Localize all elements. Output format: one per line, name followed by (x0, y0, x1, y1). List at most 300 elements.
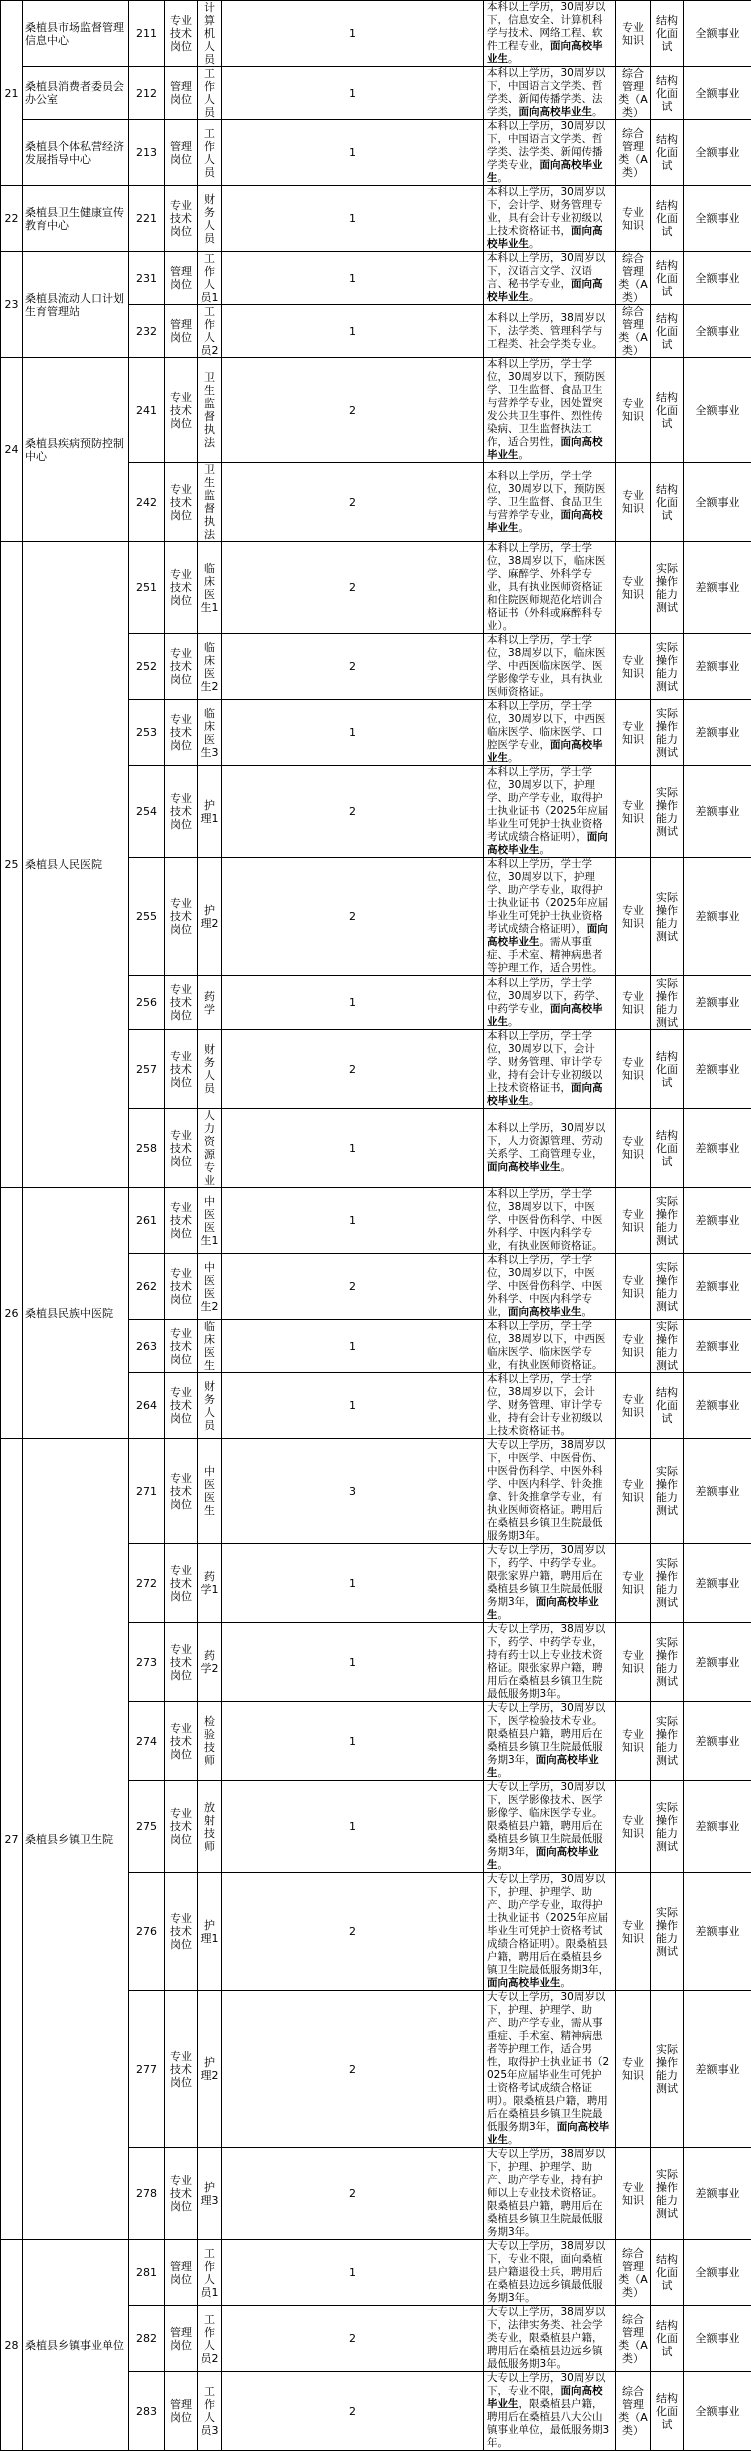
requirements (484, 1544, 616, 1623)
requirements (484, 700, 616, 766)
requirements-tail: 。 (519, 449, 530, 461)
funding-type: 差额事业 (684, 1254, 751, 1320)
post-name: 工作人员2 (198, 2306, 222, 2372)
post-name: 检验技师 (198, 1702, 222, 1781)
requirements (484, 1781, 616, 1873)
written-exam: 专业知识 (616, 1030, 651, 1109)
post-count: 2 (222, 858, 484, 976)
post-name: 工作人员 (198, 120, 222, 186)
post-type: 管理岗位 (165, 2240, 198, 2306)
graduate-note: 面向高校毕业生 (487, 1846, 599, 1871)
interview-type: 实际操作能力测试 (651, 1439, 684, 1544)
requirements-tail: 。 (519, 522, 530, 534)
unit-name: 桑植县人民医院 (23, 542, 129, 1188)
written-exam: 专业知识 (616, 1623, 651, 1702)
requirements-text: 本科以上学历，学士学位，30周岁以下，中西医临床医学、临床医学、口腔医学专业， (487, 700, 605, 751)
interview-type: 实际操作能力测试 (651, 1873, 684, 1991)
written-exam: 专业知识 (616, 186, 651, 252)
written-exam: 专业知识 (616, 858, 651, 976)
requirements-text: 本科以上学历，学士学位，38周岁以下，会计学、财务管理、审计学专业，持有会计专业初级以上技术资格证书。 (487, 1373, 603, 1437)
funding-type: 差额事业 (684, 1623, 751, 1702)
interview-type: 结构化面试 (651, 252, 684, 305)
requirements (484, 542, 616, 634)
post-count: 2 (222, 358, 484, 463)
requirements-text: 大专以上学历，30周岁以下，专业不限， (487, 2372, 605, 2397)
requirements (484, 766, 616, 858)
requirements-text: 本科以上学历，学士学位，30周岁以下，预防医学、卫生监督、食品卫生与营养学专业， (487, 470, 605, 521)
post-count: 1 (222, 186, 484, 252)
table-row (1, 252, 751, 305)
unit-name: 桑植县个体私营经济发展指导中心 (23, 120, 129, 186)
written-exam: 专业知识 (616, 634, 651, 700)
post-name: 计算机人员 (198, 1, 222, 67)
funding-type: 差额事业 (684, 1188, 751, 1254)
requirements-text: 本科以上学历，学士学位，30周岁以下，会计学、财务管理、审计学专业，持有会计专业初级以上技术资格证书， (487, 1030, 603, 1094)
funding-type: 差额事业 (684, 542, 751, 634)
graduate-note: 面向高校毕业生 (487, 436, 603, 461)
post-code: 211 (129, 1, 165, 67)
funding-type: 差额事业 (684, 2148, 751, 2240)
written-exam: 综合管理类（A 类） (616, 2240, 651, 2306)
post-count: 1 (222, 1702, 484, 1781)
post-type: 管理岗位 (165, 2372, 198, 2451)
funding-type: 差额事业 (684, 1873, 751, 1991)
table-body (1, 1, 751, 2451)
graduate-note: 面向高校毕业生 (487, 739, 603, 764)
funding-type: 全额事业 (684, 120, 751, 186)
post-code: 232 (129, 305, 165, 358)
requirements (484, 858, 616, 976)
unit-name: 桑植县疾病预防控制中心 (23, 358, 129, 542)
interview-type: 实际操作能力测试 (651, 766, 684, 858)
requirements-text: 本科以上学历，30周岁以下，汉语言文学、汉语言、秘书学专业， (487, 252, 605, 290)
table-row (1, 120, 751, 186)
post-type: 专业技术岗位 (165, 1, 198, 67)
post-count: 1 (222, 1781, 484, 1873)
post-name: 卫生监督执法 (198, 463, 222, 542)
post-count: 1 (222, 252, 484, 305)
requirements (484, 1320, 616, 1373)
unit-name: 桑植县卫生健康宣传教育中心 (23, 186, 129, 252)
requirements-text: 本科以上学历，30周岁以下，信息安全、计算机科学与技术、网络工程、软件工程专业， (487, 1, 605, 52)
funding-type: 差额事业 (684, 1320, 751, 1373)
requirements-tail: 。 (498, 1859, 509, 1871)
post-code: 281 (129, 2240, 165, 2306)
requirements-text: 大专以上学历，30周岁以下，医学影像技术、医学影像学、临床医学专业。限桑植县户籍，聘用后在桑植县乡镇卫生院最低服务期3年， (487, 1781, 605, 1858)
post-code: 258 (129, 1109, 165, 1188)
interview-type: 实际操作能力测试 (651, 858, 684, 976)
funding-type: 差额事业 (684, 1030, 751, 1109)
written-exam: 专业知识 (616, 1188, 651, 1254)
requirements (484, 186, 616, 252)
post-count: 1 (222, 1109, 484, 1188)
requirements-text: 本科以上学历，学士学位，38周岁以下，临床医学、麻醉学、外科学专业，具有执业医师资格证和住院医师规范化培训合格证书（外科或麻醉科专业）。 (487, 542, 605, 632)
requirements (484, 1373, 616, 1439)
seq-cell: 28 (1, 2240, 23, 2451)
table-row (1, 1439, 751, 1544)
post-name: 中医医生 (198, 1439, 222, 1544)
post-code: 274 (129, 1702, 165, 1781)
post-type: 专业技术岗位 (165, 1991, 198, 2148)
post-type: 专业技术岗位 (165, 1030, 198, 1109)
requirements-text: 本科以上学历，30周岁以下，中国语言文学类、哲学类、法学类、新闻传播学类专业， (487, 120, 605, 171)
interview-type: 结构化面试 (651, 358, 684, 463)
post-type: 专业技术岗位 (165, 976, 198, 1030)
requirements-text: 大专以上学历，30周岁以下，护理、护理学、助产、助产学专业，需从事重症、手术室、精神病患者等护理工作，适合男性，取得护士执业证书（2025年应届毕业生可凭护士资格考试成绩合格证明）。限桑植县户籍，聘用后在桑植县乡镇卫生院最低服务期3年， (487, 1991, 609, 2133)
post-type: 专业技术岗位 (165, 1439, 198, 1544)
interview-type: 实际操作能力测试 (651, 1320, 684, 1373)
post-type: 管理岗位 (165, 67, 198, 120)
requirements-text: 本科以上学历，学士学位，30周岁以下，药学、中药学专业， (487, 977, 605, 1015)
post-count: 2 (222, 1030, 484, 1109)
funding-type: 差额事业 (684, 858, 751, 976)
interview-type: 结构化面试 (651, 120, 684, 186)
written-exam: 综合管理类（A 类） (616, 120, 651, 186)
post-count: 3 (222, 1439, 484, 1544)
post-type: 专业技术岗位 (165, 2148, 198, 2240)
table-row (1, 2240, 751, 2306)
post-code: 277 (129, 1991, 165, 2148)
graduate-note: 面向高校毕业生 (487, 225, 603, 250)
requirements-text: 大专以上学历，38周岁以下，护理、护理学、助产、助产学专业，持有护师以上专业技术资格证。限桑植县户籍，聘用后在桑植县乡镇卫生院最低服务期3年。 (487, 2148, 605, 2238)
funding-type: 全额事业 (684, 252, 751, 305)
requirements-tail: 。 (561, 1161, 572, 1173)
written-exam: 综合管理类（A 类） (616, 252, 651, 305)
post-type: 专业技术岗位 (165, 1254, 198, 1320)
graduate-note: 面向高校毕业生 (519, 106, 593, 118)
post-code: 253 (129, 700, 165, 766)
post-count: 2 (222, 542, 484, 634)
post-name: 药学2 (198, 1623, 222, 1702)
post-name: 财务人员 (198, 186, 222, 252)
written-exam: 专业知识 (616, 463, 651, 542)
post-type: 专业技术岗位 (165, 1623, 198, 1702)
post-code: 255 (129, 858, 165, 976)
requirements (484, 1254, 616, 1320)
post-code: 263 (129, 1320, 165, 1373)
post-code: 261 (129, 1188, 165, 1254)
post-name: 中医医生2 (198, 1254, 222, 1320)
post-count: 1 (222, 1623, 484, 1702)
requirements-tail: 。 (508, 53, 519, 65)
requirements-text: 大专以上学历，38周岁以下，中医学、中医骨伤、中医骨伤科学、中医外科学、中医内科学、针灸推拿、针灸推拿学专业，有执业医师资格证。聘用后在桑植县乡镇卫生院最低服务期3年。 (487, 1439, 605, 1542)
post-name: 临床医生1 (198, 542, 222, 634)
requirements (484, 2148, 616, 2240)
requirements-text: 大专以上学历，30周岁以下，药学、中药学专业。限张家界户籍，聘用后在桑植县乡镇卫生院最低服务期3年， (487, 1544, 605, 1608)
interview-type: 结构化面试 (651, 2306, 684, 2372)
requirements (484, 120, 616, 186)
interview-type: 实际操作能力测试 (651, 1781, 684, 1873)
post-type: 专业技术岗位 (165, 634, 198, 700)
requirements-tail: 。需从事重症、手术室、精神病患者等护理工作，适合男性。 (487, 936, 603, 974)
post-count: 1 (222, 1, 484, 67)
post-code: 273 (129, 1623, 165, 1702)
funding-type: 全额事业 (684, 358, 751, 463)
requirements (484, 2240, 616, 2306)
written-exam: 专业知识 (616, 1, 651, 67)
post-code: 231 (129, 252, 165, 305)
requirements-tail: 。 (508, 752, 519, 764)
funding-type: 差额事业 (684, 1373, 751, 1439)
requirements (484, 358, 616, 463)
post-type: 专业技术岗位 (165, 1109, 198, 1188)
requirements-tail: 。 (529, 1095, 540, 1107)
interview-type: 结构化面试 (651, 1373, 684, 1439)
post-type: 管理岗位 (165, 2306, 198, 2372)
post-type: 专业技术岗位 (165, 1188, 198, 1254)
post-code: 251 (129, 542, 165, 634)
graduate-note: 面向高校毕业生 (487, 1754, 599, 1779)
interview-type: 实际操作能力测试 (651, 976, 684, 1030)
requirements-tail: 。 (561, 1977, 572, 1989)
written-exam: 专业知识 (616, 1544, 651, 1623)
funding-type: 全额事业 (684, 67, 751, 120)
written-exam: 专业知识 (616, 766, 651, 858)
post-count: 2 (222, 1873, 484, 1991)
post-type: 专业技术岗位 (165, 700, 198, 766)
post-name: 护理1 (198, 1873, 222, 1991)
funding-type: 全额事业 (684, 1, 751, 67)
unit-name: 桑植县乡镇卫生院 (23, 1439, 129, 2240)
post-count: 1 (222, 1373, 484, 1439)
unit-name: 桑植县乡镇事业单位 (23, 2240, 129, 2451)
requirements-tail: 。 (508, 2134, 519, 2146)
seq-cell: 24 (1, 358, 23, 542)
requirements (484, 2306, 616, 2372)
post-code: 254 (129, 766, 165, 858)
interview-type: 结构化面试 (651, 2240, 684, 2306)
table-row (1, 358, 751, 463)
post-name: 药学 (198, 976, 222, 1030)
requirements-tail: 。 (508, 1016, 519, 1028)
written-exam: 综合管理类（A 类） (616, 2372, 651, 2451)
requirements (484, 634, 616, 700)
post-type: 专业技术岗位 (165, 358, 198, 463)
post-code: 271 (129, 1439, 165, 1544)
written-exam: 专业知识 (616, 700, 651, 766)
interview-type: 结构化面试 (651, 1109, 684, 1188)
requirements-tail: 。 (529, 238, 540, 250)
post-code: 275 (129, 1781, 165, 1873)
requirements-text: 本科以上学历，30周岁以下，中国语言文学类、哲学类、新闻传播学类、法学类， (487, 67, 605, 118)
written-exam: 专业知识 (616, 1109, 651, 1188)
post-type: 专业技术岗位 (165, 542, 198, 634)
funding-type: 差额事业 (684, 1781, 751, 1873)
post-type: 专业技术岗位 (165, 463, 198, 542)
post-type: 专业技术岗位 (165, 1702, 198, 1781)
funding-type: 全额事业 (684, 2372, 751, 2451)
post-name: 财务人员 (198, 1030, 222, 1109)
interview-type: 实际操作能力测试 (651, 1544, 684, 1623)
post-type: 专业技术岗位 (165, 1373, 198, 1439)
interview-type: 结构化面试 (651, 2372, 684, 2451)
funding-type: 差额事业 (684, 766, 751, 858)
post-count: 1 (222, 2240, 484, 2306)
post-name: 工作人员1 (198, 2240, 222, 2306)
post-name: 工作人员3 (198, 2372, 222, 2451)
graduate-note: 面向高校毕业生 (487, 278, 603, 303)
unit-name: 桑植县消费者委员会办公室 (23, 67, 129, 120)
written-exam: 专业知识 (616, 1873, 651, 1991)
graduate-note: 面向高校毕业生 (487, 1977, 561, 1989)
seq-cell: 27 (1, 1439, 23, 2240)
graduate-note: 面向高校毕业生 (487, 40, 603, 65)
written-exam: 专业知识 (616, 1702, 651, 1781)
requirements-tail: ，限桑植县户籍，聘用后在桑植县八大公山镇事业单位，最低服务期3年。 (487, 2398, 609, 2449)
post-name: 药学1 (198, 1544, 222, 1623)
interview-type: 结构化面试 (651, 67, 684, 120)
post-code: 278 (129, 2148, 165, 2240)
written-exam: 专业知识 (616, 1439, 651, 1544)
requirements-tail: 。 (592, 106, 603, 118)
requirements (484, 1188, 616, 1254)
interview-type: 结构化面试 (651, 1, 684, 67)
table-row (1, 67, 751, 120)
post-type: 管理岗位 (165, 305, 198, 358)
post-code: 276 (129, 1873, 165, 1991)
funding-type: 差额事业 (684, 1544, 751, 1623)
unit-name: 桑植县市场监督管理信息中心 (23, 1, 129, 67)
funding-type: 差额事业 (684, 1702, 751, 1781)
post-count: 1 (222, 976, 484, 1030)
post-count: 2 (222, 766, 484, 858)
post-name: 卫生监督执法 (198, 358, 222, 463)
requirements-text: 本科以上学历，学士学位，30周岁以下，预防医学、卫生监督、食品卫生与营养学专业，因处置突发公共卫生事件、烈性传染病、卫生监督执法工作，适合男性， (487, 358, 605, 448)
graduate-note: 面向高校毕业生 (508, 1306, 582, 1318)
written-exam: 专业知识 (616, 358, 651, 463)
post-type: 管理岗位 (165, 120, 198, 186)
requirements-text: 大专以上学历，30周岁以下，护理、护理学、助产、助产学专业，取得护士执业证书（2025年应届毕业生可凭护士资格考试成绩合格证明）。限桑植县户籍，聘用后在桑植县乡镇卫生院最低服务期3年， (487, 1873, 609, 1976)
requirements-text: 大专以上学历，38周岁以下，专业不限，面向桑植县户籍退役士兵，聘用后在桑植县边远乡镇最低服务期3年。 (487, 2240, 605, 2304)
written-exam: 专业知识 (616, 1254, 651, 1320)
requirements-text: 本科以上学历，学士学位，38周岁以下，中西医临床医学、临床医学专业，有执业医师资格证。 (487, 1320, 605, 1371)
post-type: 专业技术岗位 (165, 1781, 198, 1873)
post-code: 262 (129, 1254, 165, 1320)
table-row (1, 186, 751, 252)
post-count: 1 (222, 1320, 484, 1373)
requirements-tail: 。 (498, 172, 509, 184)
post-name: 临床医生 (198, 1320, 222, 1373)
post-count: 1 (222, 305, 484, 358)
written-exam: 专业知识 (616, 1991, 651, 2148)
requirements-text: 本科以上学历，30周岁以下，会计学、财务管理专业，具有会计专业初级以上技术资格证书， (487, 186, 605, 237)
interview-type: 结构化面试 (651, 463, 684, 542)
requirements-text: 本科以上学历，学士学位，30周岁以下，护理学、助产学专业，取得护士执业证书（2025年应届毕业生可凭护士执业资格考试成绩合格证明）， (487, 858, 608, 935)
interview-type: 实际操作能力测试 (651, 634, 684, 700)
post-name: 财务人员 (198, 1373, 222, 1439)
graduate-note: 面向高校毕业生 (487, 2385, 603, 2410)
post-count: 1 (222, 120, 484, 186)
post-name: 护理1 (198, 766, 222, 858)
seq-cell: 23 (1, 252, 23, 358)
requirements-text: 本科以上学历，30周岁以下，人力资源管理、劳动关系学、工商管理专业， (487, 1122, 605, 1160)
requirements-text: 本科以上学历，学士学位，30周岁以下，中医学、中医骨伤科学、中医外科学、中医内科学专业， (487, 1254, 603, 1318)
post-type: 专业技术岗位 (165, 1873, 198, 1991)
interview-type: 结构化面试 (651, 186, 684, 252)
requirements (484, 976, 616, 1030)
post-count: 2 (222, 463, 484, 542)
requirements-tail: 。 (582, 1306, 593, 1318)
written-exam: 专业知识 (616, 542, 651, 634)
seq-cell: 25 (1, 542, 23, 1188)
post-count: 2 (222, 634, 484, 700)
post-code: 283 (129, 2372, 165, 2451)
post-name: 临床医生2 (198, 634, 222, 700)
table-row (1, 1188, 751, 1254)
written-exam: 专业知识 (616, 1373, 651, 1439)
requirements (484, 1702, 616, 1781)
funding-type: 全额事业 (684, 305, 751, 358)
post-count: 2 (222, 2148, 484, 2240)
seq-cell: 26 (1, 1188, 23, 1439)
written-exam: 综合管理类（A 类） (616, 2306, 651, 2372)
seq-cell: 22 (1, 186, 23, 252)
interview-type: 结构化面试 (651, 1030, 684, 1109)
interview-type: 实际操作能力测试 (651, 1623, 684, 1702)
requirements-text: 本科以上学历，学士学位，38周岁以下，中医学、中医骨伤科学、中医外科学、中医内科学专业，有执业医师资格证。 (487, 1188, 603, 1252)
post-count: 2 (222, 1254, 484, 1320)
post-type: 专业技术岗位 (165, 186, 198, 252)
post-name: 护理2 (198, 1991, 222, 2148)
written-exam: 综合管理类（A 类） (616, 67, 651, 120)
post-count: 1 (222, 67, 484, 120)
unit-name: 桑植县民族中医院 (23, 1188, 129, 1439)
requirements (484, 1991, 616, 2148)
written-exam: 专业知识 (616, 1320, 651, 1373)
post-code: 252 (129, 634, 165, 700)
post-name: 工作人员1 (198, 252, 222, 305)
graduate-note: 面向高校毕业生 (487, 1003, 603, 1028)
post-name: 临床医生3 (198, 700, 222, 766)
seq-cell: 21 (1, 1, 23, 186)
post-code: 213 (129, 120, 165, 186)
requirements-text: 大专以上学历，30周岁以下，医学检验技术专业。限桑植县户籍，聘用后在桑植县乡镇卫生院最低服务期3年， (487, 1702, 605, 1766)
funding-type: 全额事业 (684, 2240, 751, 2306)
post-type: 专业技术岗位 (165, 1544, 198, 1623)
interview-type: 实际操作能力测试 (651, 1188, 684, 1254)
requirements-text: 本科以上学历，38周岁以下，法学类、管理科学与工程类、社会学类专业。 (487, 312, 605, 350)
post-code: 212 (129, 67, 165, 120)
table-row (1, 542, 751, 634)
requirements (484, 305, 616, 358)
post-name: 人力资源专业 (198, 1109, 222, 1188)
requirements (484, 1, 616, 67)
post-count: 2 (222, 2372, 484, 2451)
post-count: 2 (222, 1991, 484, 2148)
interview-type: 实际操作能力测试 (651, 542, 684, 634)
post-code: 257 (129, 1030, 165, 1109)
post-name: 护理3 (198, 2148, 222, 2240)
funding-type: 差额事业 (684, 976, 751, 1030)
funding-type: 全额事业 (684, 2306, 751, 2372)
funding-type: 全额事业 (684, 186, 751, 252)
graduate-note: 面向高校毕业生 (487, 1596, 599, 1621)
post-name: 中医医生1 (198, 1188, 222, 1254)
post-count: 1 (222, 700, 484, 766)
requirements (484, 2372, 616, 2451)
requirements (484, 67, 616, 120)
post-name: 工作人员2 (198, 305, 222, 358)
written-exam: 专业知识 (616, 1781, 651, 1873)
requirements (484, 1623, 616, 1702)
graduate-note: 面向高校毕业生 (487, 831, 608, 856)
graduate-note: 面向高校毕业生 (487, 1161, 561, 1173)
post-type: 管理岗位 (165, 252, 198, 305)
interview-type: 实际操作能力测试 (651, 1254, 684, 1320)
post-count: 1 (222, 1188, 484, 1254)
requirements (484, 252, 616, 305)
post-name: 放射技师 (198, 1781, 222, 1873)
